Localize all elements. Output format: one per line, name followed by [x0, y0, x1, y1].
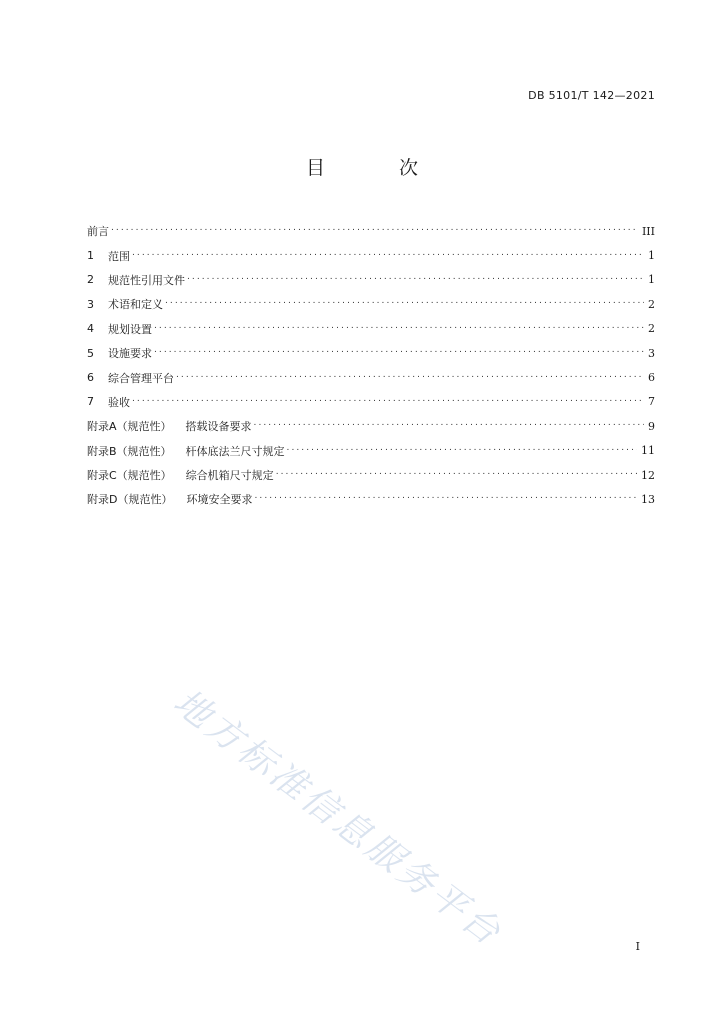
toc-leader-dots	[132, 250, 644, 262]
toc-entry-page: 6	[648, 371, 655, 385]
toc-entry-label: 术语和定义	[108, 298, 163, 312]
toc-entry-number: 5	[87, 346, 94, 360]
toc-leader-dots	[154, 323, 644, 335]
toc-entry-label: 环境安全要求	[186, 493, 253, 507]
toc-leader-dots	[154, 347, 644, 359]
toc-annex-prefix: 附录A（规范性）	[87, 420, 172, 434]
toc-entry-4[interactable]	[87, 317, 655, 341]
toc-entry-number: 2	[87, 273, 94, 287]
page-title: 目 次	[305, 157, 453, 179]
toc-entry-7[interactable]	[87, 390, 655, 414]
toc-entry-number: 1	[87, 249, 94, 263]
toc-entry-page: 1	[648, 249, 655, 263]
toc-entry-label: 规划设置	[108, 322, 152, 336]
toc-entry-annex-a[interactable]	[87, 414, 655, 438]
toc-leader-dots	[111, 225, 638, 237]
toc-entry-3[interactable]	[87, 292, 655, 316]
toc-entry-label: 规范性引用文件	[108, 273, 185, 287]
toc-entry-number: 6	[87, 371, 94, 385]
toc-entry-2[interactable]	[87, 268, 655, 292]
toc-entry-page: III	[641, 224, 655, 238]
toc-entry-number: 4	[87, 322, 94, 336]
toc-entry-annex-d[interactable]	[87, 487, 655, 511]
toc-entry-page: 7	[648, 395, 655, 409]
toc-entry-page: 1	[648, 273, 655, 287]
toc-entry-label: 设施要求	[108, 347, 152, 361]
toc-entry-5[interactable]	[87, 341, 655, 365]
toc-entry-label: 范围	[108, 249, 130, 263]
table-of-contents	[87, 219, 655, 512]
watermark: 地方标准信息服务平台	[165, 681, 510, 956]
toc-entry-page: 11	[641, 444, 655, 458]
toc-entry-6[interactable]	[87, 365, 655, 389]
toc-entry-page: 12	[641, 468, 655, 482]
toc-leader-dots	[187, 274, 644, 286]
toc-leader-dots	[165, 298, 644, 310]
toc-entry-page: 13	[641, 492, 655, 506]
toc-annex-prefix: 附录D（规范性）	[87, 493, 173, 507]
toc-entry-annex-c[interactable]	[87, 463, 655, 487]
toc-leader-dots	[176, 372, 644, 384]
toc-entry-page: 2	[648, 322, 655, 336]
toc-entry-label: 搭载设备要求	[185, 420, 252, 434]
toc-entry-annex-b[interactable]	[87, 439, 655, 463]
toc-entry-label: 验收	[108, 395, 130, 409]
toc-entry-page: 2	[648, 297, 655, 311]
toc-leader-dots	[276, 469, 637, 481]
toc-leader-dots	[254, 493, 637, 505]
toc-leader-dots	[254, 420, 644, 432]
toc-entry-label: 前言	[87, 225, 109, 239]
toc-entry-page: 3	[648, 346, 655, 360]
toc-leader-dots	[287, 445, 637, 457]
toc-entry-label: 综合管理平台	[108, 371, 174, 385]
document-code: DB 5101/T 142—2021	[528, 89, 655, 102]
toc-entry-number: 7	[87, 395, 94, 409]
toc-annex-prefix: 附录C（规范性）	[87, 469, 172, 483]
toc-entry-number: 3	[87, 297, 94, 311]
toc-entry-foreword[interactable]	[87, 219, 655, 243]
toc-annex-prefix: 附录B（规范性）	[87, 444, 172, 458]
toc-entry-label: 综合机箱尺寸规定	[185, 469, 274, 483]
page-number: I	[635, 940, 640, 953]
toc-entry-label: 杆体底法兰尺寸规定	[185, 444, 285, 458]
toc-entry-1[interactable]	[87, 243, 655, 267]
toc-leader-dots	[132, 396, 644, 408]
toc-entry-page: 9	[648, 419, 655, 433]
